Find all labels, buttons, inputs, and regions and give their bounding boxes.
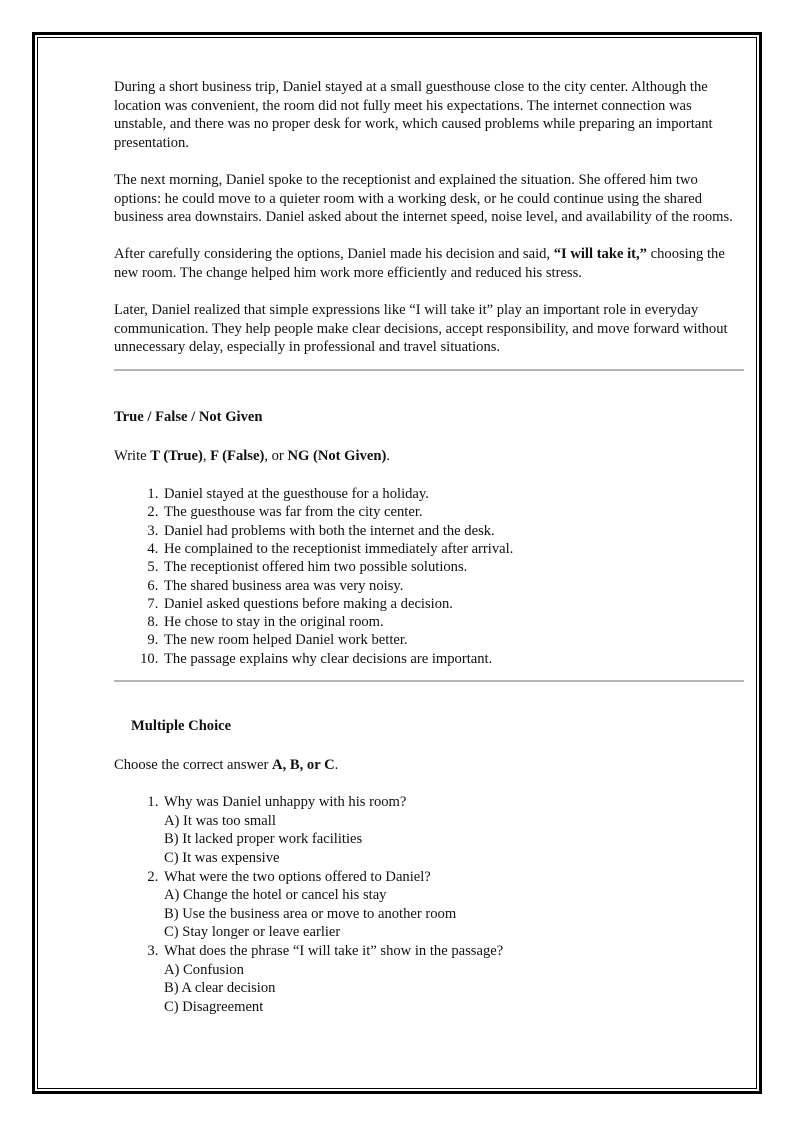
question-text: What does the phrase “I will take it” show in the passage? [164,943,504,959]
answer-option: B) A clear decision [164,980,276,997]
question-text: Why was Daniel unhappy with his room? [164,794,407,811]
passage-paragraph-4: Later, Daniel realized that simple expressions like “I will take it” play an important role in everyday communication. They help people make clear decisions, accept responsibility, and move forward without unnecessary delay, especially in professional and travel situations. [114,302,728,356]
mc-question [162,793,744,867]
tf-statement: 5. The receptionist offered him two possible solutions. [162,558,744,576]
mc-question-list [114,793,744,1016]
section-divider [114,369,744,371]
mc-question [162,942,744,1016]
instr-text: . [386,447,390,464]
instr-text: , or [264,447,288,464]
tf-statement: 1. Daniel stayed at the guesthouse for a holiday. [162,485,744,503]
passage-text: choosing the new room. The change helped him work more efficiently and reduced his stress. [114,246,725,281]
tf-statement: 2. The guesthouse was far from the city center. [162,503,744,521]
tf-instructions [114,447,744,466]
tf-heading [114,408,744,427]
tf-statement-list [114,485,744,668]
mc-question [162,868,744,942]
instr-true: T (True) [150,447,203,464]
tf-statement: 6. The shared business area was very noisy. [162,577,744,595]
tf-heading-text: True / False / Not Given [114,408,263,425]
section-divider [114,680,744,682]
instr-choices: A, B, or C [272,756,335,773]
passage-paragraph-2: The next morning, Daniel spoke to the receptionist and explained the situation. She offered him two options: he could move to a quieter room with a working desk, or he could continue using the shared business area downstairs. Daniel asked about the internet speed, noise level, and availability of the rooms. [114,171,733,226]
passage-paragraph-1: During a short business trip, Daniel stayed at a small guesthouse close to the city center. Although the location was convenient, the room did not fully meet his expectations. The internet connection was unstable, and there was no proper desk for work, which caused problems while preparing an important presentation. [114,79,713,151]
worksheet-content [114,78,744,1016]
tf-statement: 8. He chose to stay in the original room. [162,613,744,631]
tf-statement: 10. The passage explains why clear decisions are important. [162,650,744,668]
answer-option: C) It was expensive [164,850,280,867]
tf-statement: 4. He complained to the receptionist immediately after arrival. [162,540,744,558]
tf-statement: 9. The new room helped Daniel work better. [162,631,744,649]
answer-option: A) Confusion [164,961,244,978]
instr-text: . [334,756,339,773]
mc-heading: Multiple Choice [131,718,232,735]
instr-false: F (False) [210,447,265,464]
instr-text: Write [114,447,151,464]
tf-statement: 7. Daniel asked questions before making a decision. [162,595,744,613]
answer-option: B) It lacked proper work facilities [164,831,363,848]
answer-option: C) Disagreement [164,998,264,1015]
instr-text: Choose the correct answer [114,756,273,773]
answer-option: B) Use the business area or move to another room [164,905,457,922]
answer-option: A) Change the hotel or cancel his stay [164,887,387,904]
mc-instructions [114,756,744,775]
key-phrase: “I will take it,” [553,246,647,263]
answer-option: C) Stay longer or leave earlier [164,924,341,941]
question-text: What were the two options offered to Daniel? [164,868,431,885]
passage-text: After carefully considering the options, Daniel made his decision and said, [114,246,554,263]
passage-paragraph-3 [114,245,744,282]
tf-statement: 3. Daniel had problems with both the internet and the desk. [162,522,744,540]
instr-not-given: NG (Not Given) [287,447,387,464]
answer-option: A) It was too small [164,812,276,829]
instr-text: , [202,447,211,464]
